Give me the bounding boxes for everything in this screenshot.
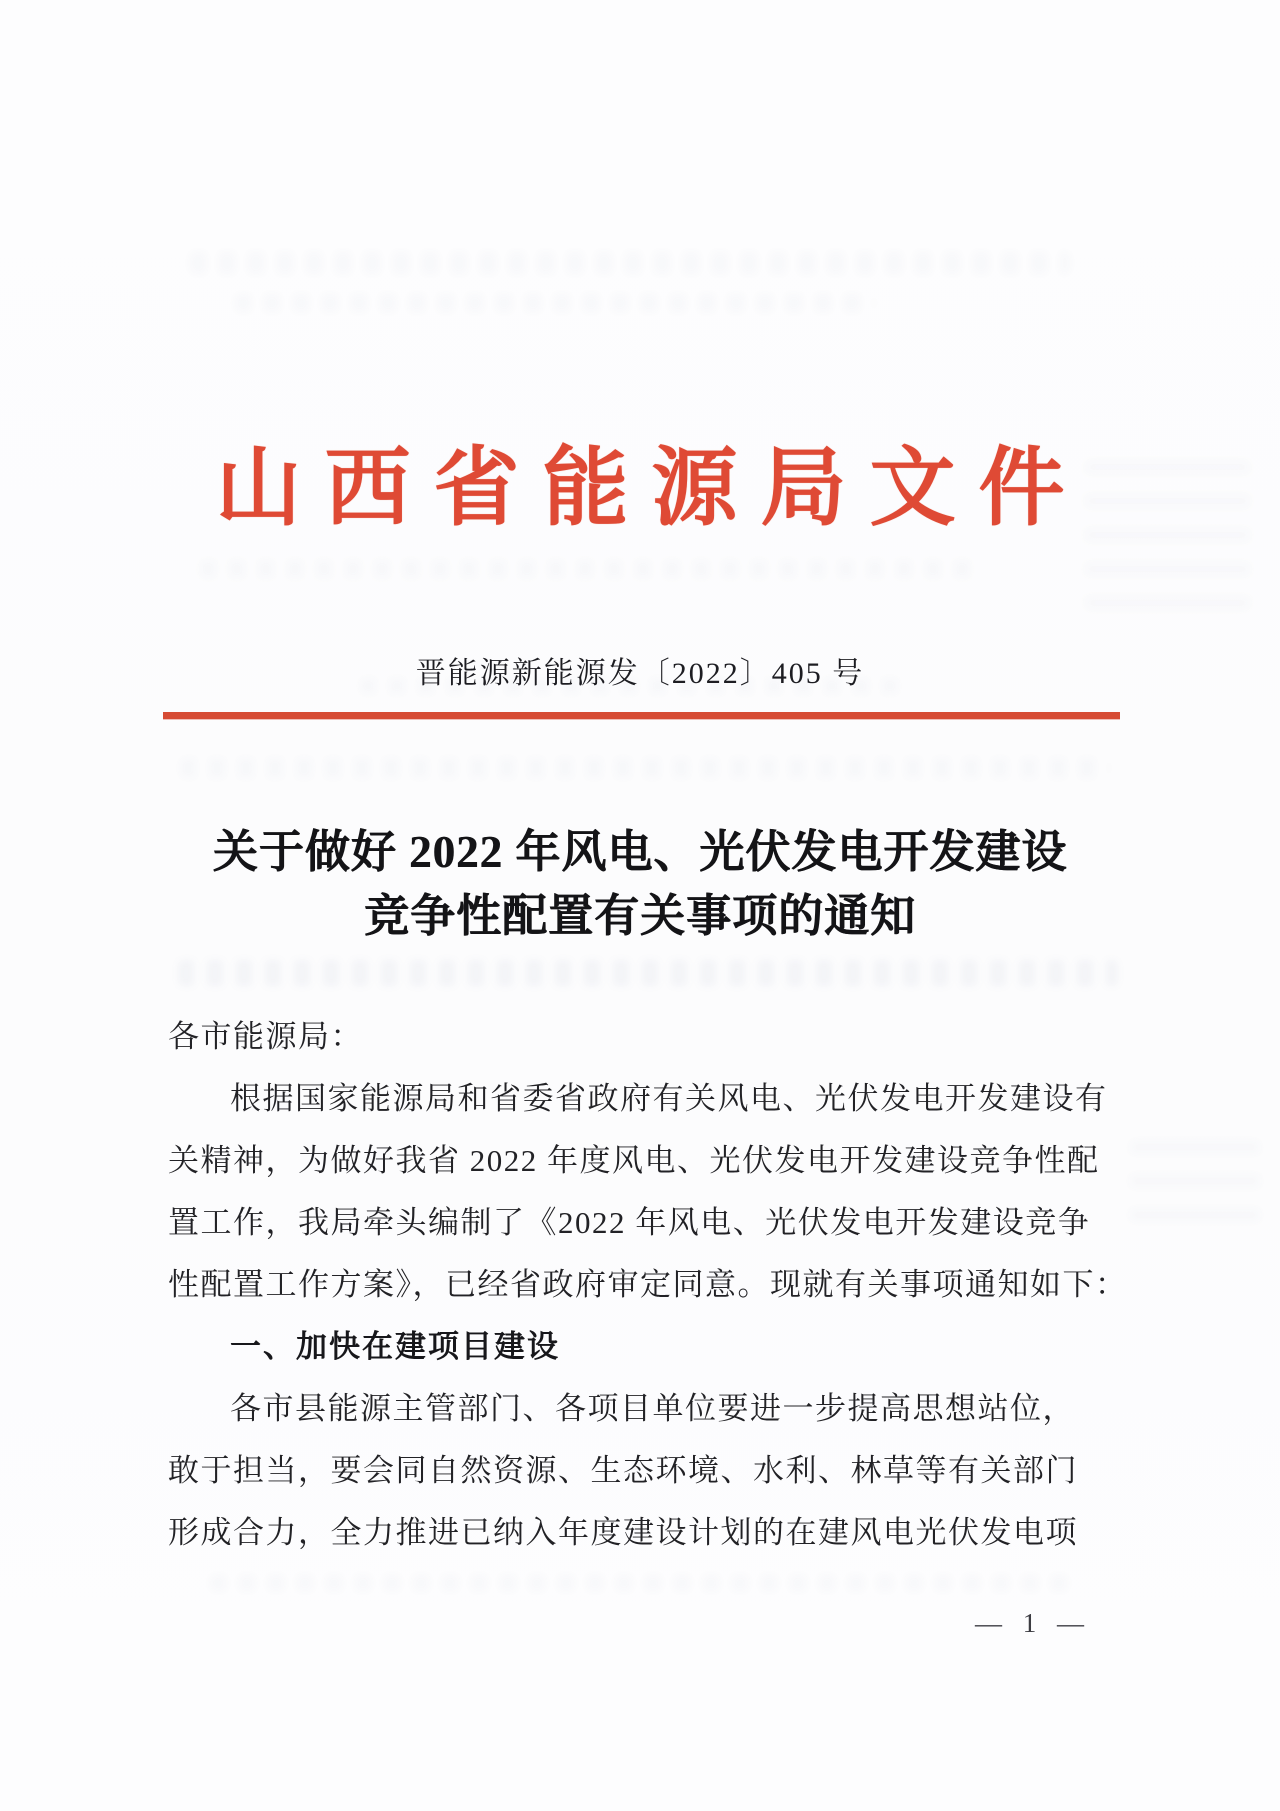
- bleed-through-ghost: [180, 758, 1110, 778]
- agency-letterhead-title: 山西省能源局文件: [215, 440, 1088, 536]
- body-text-line: 置工作，我局牵头编制了《2022 年风电、光伏发电开发建设竞争: [168, 1205, 1091, 1240]
- body-text-line: 敢于担当，要会同自然资源、生态环境、水利、林草等有关部门: [168, 1453, 1078, 1488]
- salutation-line: 各市能源局：: [168, 1019, 363, 1054]
- body-text-line: 形成合力，全力推进已纳入年度建设计划的在建风电光伏发电项: [168, 1515, 1078, 1550]
- red-separator-line: [163, 712, 1120, 719]
- document-reference-number: 晋能源新能源发〔2022〕405 号: [415, 657, 865, 690]
- body-text-line: 根据国家能源局和省委省政府有关风电、光伏发电开发建设有: [230, 1081, 1108, 1116]
- document-title-line1: 关于做好 2022 年风电、光伏发电开发建设: [212, 827, 1068, 877]
- bleed-through-ghost: [235, 294, 875, 312]
- bleed-through-ghost: [1130, 1140, 1260, 1230]
- section-heading: 一、加快在建项目建设: [230, 1329, 560, 1364]
- document-body: [168, 1006, 1128, 1564]
- body-text-line: 性配置工作方案》，已经省政府审定同意。现就有关事项通知如下：: [168, 1267, 1128, 1302]
- bleed-through-ghost: [190, 252, 1070, 274]
- bleed-through-ghost: [178, 960, 1118, 986]
- body-text-line: 关精神，为做好我省 2022 年度风电、光伏发电开发建设竞争性配: [168, 1143, 1100, 1178]
- body-text-line: 各市县能源主管部门、各项目单位要进一步提高思想站位，: [230, 1391, 1075, 1426]
- page-number: — 1 —: [975, 1608, 1091, 1638]
- bleed-through-ghost: [210, 1575, 1070, 1591]
- bleed-through-ghost: [200, 560, 980, 578]
- document-title: [0, 820, 1280, 948]
- document-title-line2: 竞争性配置有关事项的通知: [363, 891, 916, 941]
